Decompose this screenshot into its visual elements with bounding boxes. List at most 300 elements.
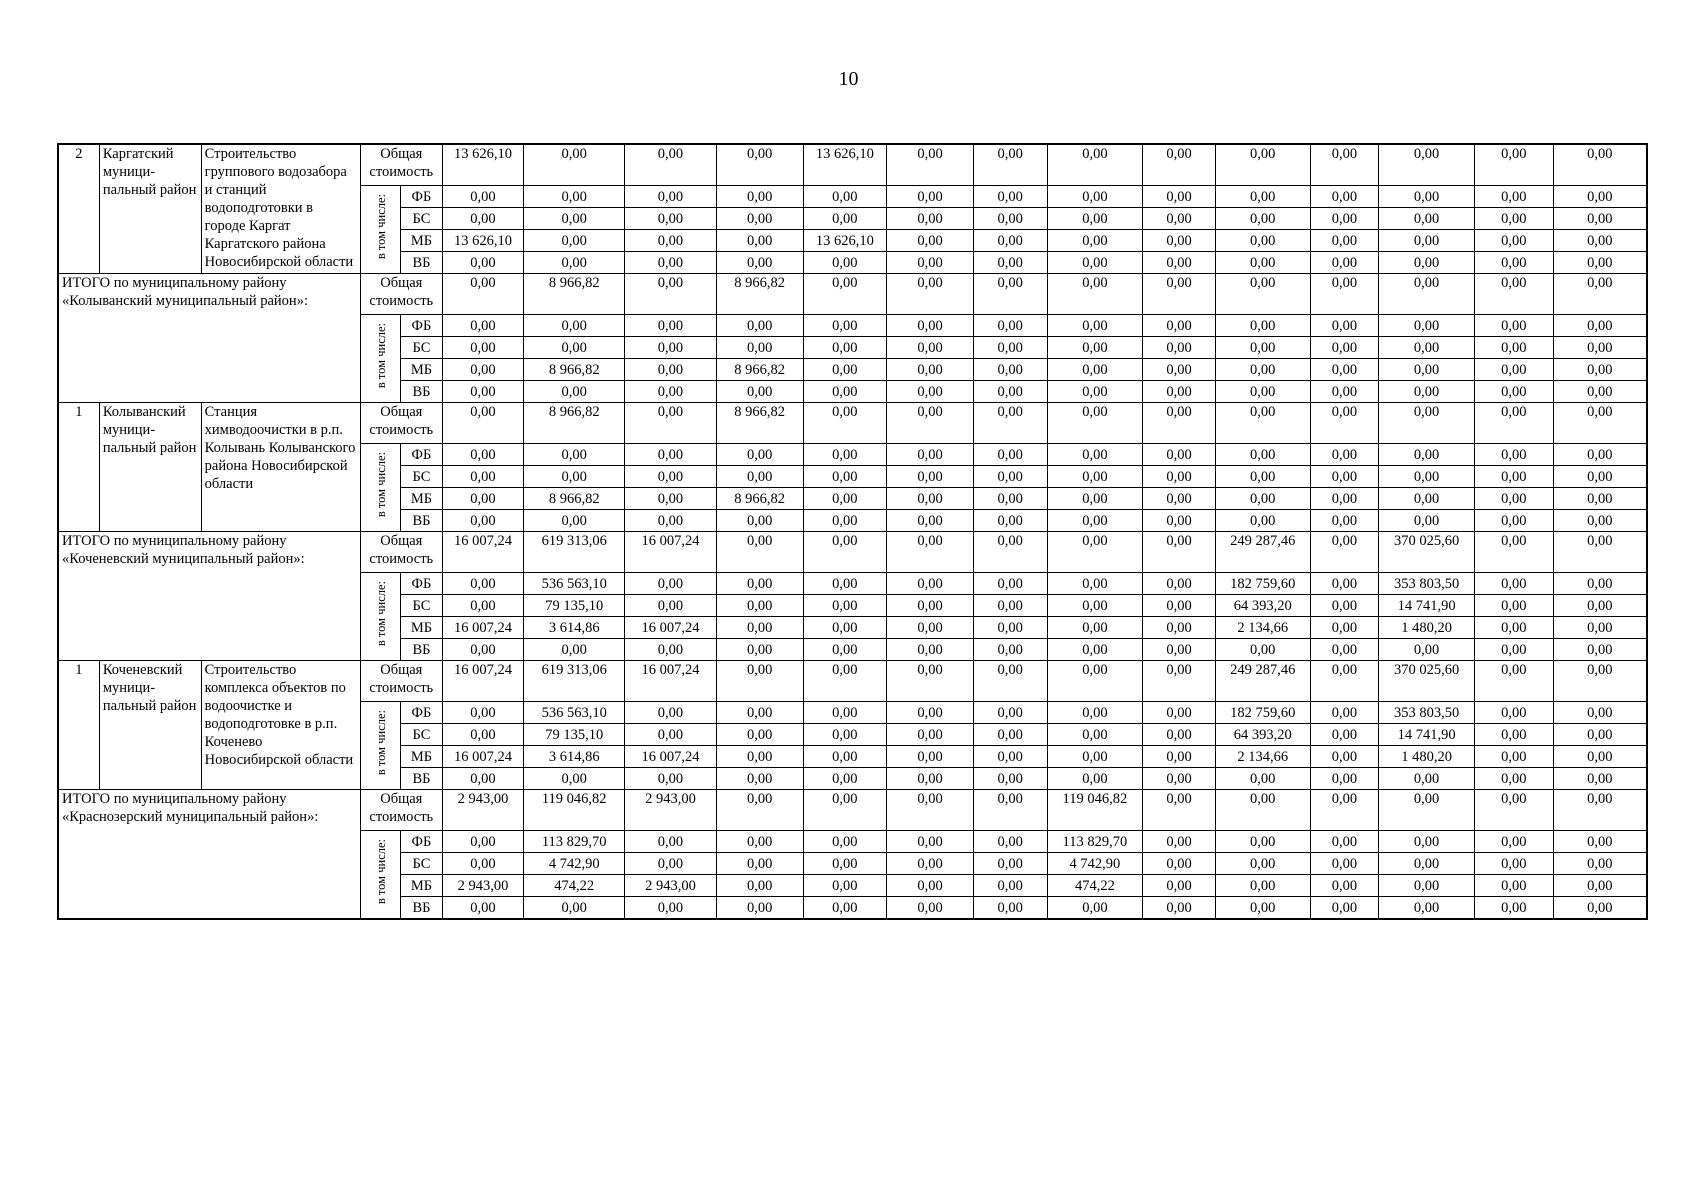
funding-source: ФБ xyxy=(401,315,442,337)
value-cell: 13 626,10 xyxy=(803,230,887,252)
value-cell: 0,00 xyxy=(973,897,1047,920)
value-cell: 0,00 xyxy=(716,790,803,831)
value-cell: 8 966,82 xyxy=(524,359,625,381)
value-cell: 0,00 xyxy=(1474,208,1553,230)
value-cell: 0,00 xyxy=(1215,208,1310,230)
value-cell: 0,00 xyxy=(1310,573,1379,595)
value-cell: 0,00 xyxy=(803,790,887,831)
value-cell: 0,00 xyxy=(442,768,524,790)
value-cell: 0,00 xyxy=(1143,746,1216,768)
value-cell: 0,00 xyxy=(1215,381,1310,403)
value-cell: 0,00 xyxy=(973,639,1047,661)
including-text: в том числе: xyxy=(373,710,388,776)
value-cell: 0,00 xyxy=(803,466,887,488)
value-cell: 0,00 xyxy=(1553,639,1647,661)
including-text: в том числе: xyxy=(373,323,388,389)
including-label xyxy=(360,186,400,274)
value-cell: 0,00 xyxy=(1215,466,1310,488)
value-cell: 0,00 xyxy=(1553,381,1647,403)
funding-source: ВБ xyxy=(401,381,442,403)
value-cell: 0,00 xyxy=(442,510,524,532)
value-cell: 0,00 xyxy=(1047,617,1143,639)
value-cell: 0,00 xyxy=(887,488,974,510)
value-cell: 0,00 xyxy=(1215,252,1310,274)
value-cell: 0,00 xyxy=(442,853,524,875)
value-cell: 0,00 xyxy=(1215,853,1310,875)
value-cell: 0,00 xyxy=(716,337,803,359)
value-cell: 0,00 xyxy=(1474,337,1553,359)
value-cell: 0,00 xyxy=(1047,403,1143,444)
value-cell: 0,00 xyxy=(1047,724,1143,746)
value-cell: 0,00 xyxy=(1553,595,1647,617)
value-cell: 0,00 xyxy=(1143,724,1216,746)
value-cell: 353 803,50 xyxy=(1379,702,1475,724)
value-cell: 353 803,50 xyxy=(1379,573,1475,595)
including-text: в том числе: xyxy=(373,452,388,518)
value-cell: 0,00 xyxy=(1553,746,1647,768)
value-cell: 0,00 xyxy=(716,230,803,252)
value-cell: 0,00 xyxy=(716,252,803,274)
value-cell: 0,00 xyxy=(716,724,803,746)
value-cell: 0,00 xyxy=(803,724,887,746)
value-cell: 0,00 xyxy=(716,186,803,208)
value-cell: 0,00 xyxy=(1379,359,1475,381)
value-cell: 0,00 xyxy=(803,639,887,661)
value-cell: 16 007,24 xyxy=(442,617,524,639)
value-cell: 0,00 xyxy=(524,639,625,661)
including-text: в том числе: xyxy=(373,194,388,260)
value-cell: 0,00 xyxy=(1215,790,1310,831)
value-cell: 0,00 xyxy=(1379,768,1475,790)
value-cell: 182 759,60 xyxy=(1215,573,1310,595)
value-cell: 0,00 xyxy=(1474,831,1553,853)
value-cell: 0,00 xyxy=(1474,617,1553,639)
funding-source: ФБ xyxy=(401,444,442,466)
value-cell: 0,00 xyxy=(803,595,887,617)
including-label xyxy=(360,831,400,920)
total-row xyxy=(58,532,1647,573)
value-cell: 0,00 xyxy=(1310,466,1379,488)
value-cell: 0,00 xyxy=(1379,252,1475,274)
total-cost-label: Общая стоимость xyxy=(360,790,442,831)
value-cell: 0,00 xyxy=(1474,186,1553,208)
value-cell: 0,00 xyxy=(625,510,717,532)
funding-source: БС xyxy=(401,853,442,875)
value-cell: 16 007,24 xyxy=(442,661,524,702)
value-cell: 0,00 xyxy=(1310,230,1379,252)
value-cell: 0,00 xyxy=(887,403,974,444)
value-cell: 0,00 xyxy=(1215,230,1310,252)
value-cell: 0,00 xyxy=(887,875,974,897)
value-cell: 619 313,06 xyxy=(524,661,625,702)
value-cell: 0,00 xyxy=(1379,230,1475,252)
value-cell: 0,00 xyxy=(716,661,803,702)
value-cell: 0,00 xyxy=(1379,337,1475,359)
value-cell: 0,00 xyxy=(973,488,1047,510)
value-cell: 0,00 xyxy=(803,831,887,853)
including-label xyxy=(360,444,400,532)
value-cell: 0,00 xyxy=(716,746,803,768)
value-cell: 0,00 xyxy=(1143,790,1216,831)
value-cell: 0,00 xyxy=(1143,252,1216,274)
value-cell: 0,00 xyxy=(887,595,974,617)
value-cell: 0,00 xyxy=(973,853,1047,875)
value-cell: 0,00 xyxy=(1474,315,1553,337)
total-cost-label: Общая стоимость xyxy=(360,532,442,573)
value-cell: 0,00 xyxy=(1047,359,1143,381)
value-cell: 0,00 xyxy=(1474,639,1553,661)
value-cell: 0,00 xyxy=(973,403,1047,444)
value-cell: 0,00 xyxy=(442,359,524,381)
value-cell: 0,00 xyxy=(1215,768,1310,790)
value-cell: 0,00 xyxy=(1215,337,1310,359)
value-cell: 2 943,00 xyxy=(442,875,524,897)
value-cell: 64 393,20 xyxy=(1215,724,1310,746)
value-cell: 0,00 xyxy=(1215,639,1310,661)
value-cell: 0,00 xyxy=(1143,639,1216,661)
value-cell: 0,00 xyxy=(625,144,717,186)
value-cell: 0,00 xyxy=(1143,702,1216,724)
value-cell: 0,00 xyxy=(973,831,1047,853)
row-index: 1 xyxy=(58,661,99,790)
value-cell: 0,00 xyxy=(1553,444,1647,466)
value-cell: 0,00 xyxy=(1143,230,1216,252)
value-cell: 0,00 xyxy=(1474,488,1553,510)
value-cell: 0,00 xyxy=(973,315,1047,337)
value-cell: 0,00 xyxy=(1310,510,1379,532)
value-cell: 0,00 xyxy=(625,337,717,359)
value-cell: 0,00 xyxy=(716,466,803,488)
value-cell: 0,00 xyxy=(442,702,524,724)
value-cell: 0,00 xyxy=(625,274,717,315)
value-cell: 0,00 xyxy=(1553,897,1647,920)
value-cell: 0,00 xyxy=(973,186,1047,208)
value-cell: 0,00 xyxy=(1379,444,1475,466)
value-cell: 0,00 xyxy=(1310,403,1379,444)
value-cell: 0,00 xyxy=(1379,790,1475,831)
value-cell: 0,00 xyxy=(1553,875,1647,897)
value-cell: 8 966,82 xyxy=(716,403,803,444)
value-cell: 0,00 xyxy=(716,144,803,186)
value-cell: 0,00 xyxy=(1553,208,1647,230)
value-cell: 536 563,10 xyxy=(524,702,625,724)
value-cell: 0,00 xyxy=(887,230,974,252)
value-cell: 0,00 xyxy=(1553,186,1647,208)
value-cell: 0,00 xyxy=(973,144,1047,186)
value-cell: 0,00 xyxy=(1474,381,1553,403)
value-cell: 0,00 xyxy=(1143,186,1216,208)
value-cell: 0,00 xyxy=(973,466,1047,488)
value-cell: 0,00 xyxy=(1553,724,1647,746)
value-cell: 0,00 xyxy=(887,208,974,230)
value-cell: 0,00 xyxy=(1143,466,1216,488)
value-cell: 113 829,70 xyxy=(1047,831,1143,853)
value-cell: 0,00 xyxy=(625,853,717,875)
value-cell: 0,00 xyxy=(625,831,717,853)
value-cell: 0,00 xyxy=(625,208,717,230)
funding-source: ФБ xyxy=(401,186,442,208)
value-cell: 0,00 xyxy=(1474,746,1553,768)
funding-source: МБ xyxy=(401,488,442,510)
value-cell: 0,00 xyxy=(625,186,717,208)
including-text: в том числе: xyxy=(373,581,388,647)
project-name: Строительство комплекса объектов по водоочистке и водоподготовке в р.п. Коченево Новосибирской области xyxy=(201,661,360,790)
value-cell: 0,00 xyxy=(1553,853,1647,875)
value-cell: 0,00 xyxy=(803,746,887,768)
value-cell: 0,00 xyxy=(716,381,803,403)
value-cell: 0,00 xyxy=(1143,444,1216,466)
value-cell: 0,00 xyxy=(442,897,524,920)
value-cell: 16 007,24 xyxy=(442,532,524,573)
funding-source: БС xyxy=(401,208,442,230)
value-cell: 0,00 xyxy=(803,252,887,274)
value-cell: 0,00 xyxy=(1553,359,1647,381)
value-cell: 0,00 xyxy=(803,337,887,359)
value-cell: 0,00 xyxy=(973,359,1047,381)
funding-source: БС xyxy=(401,466,442,488)
value-cell: 0,00 xyxy=(1310,315,1379,337)
value-cell: 474,22 xyxy=(1047,875,1143,897)
project-name: Станция химводоочистки в р.п. Колывань Колыванского района Новосибирской области xyxy=(201,403,360,532)
value-cell: 0,00 xyxy=(973,724,1047,746)
project-name: Строительство группового водозабора и станций водоподготовки в городе Каргат Каргатского района Новосибирской области xyxy=(201,144,360,274)
value-cell: 0,00 xyxy=(1474,875,1553,897)
value-cell: 0,00 xyxy=(1474,274,1553,315)
value-cell: 0,00 xyxy=(1474,853,1553,875)
value-cell: 0,00 xyxy=(1047,144,1143,186)
including-label xyxy=(360,573,400,661)
project-row xyxy=(58,403,1647,444)
value-cell: 0,00 xyxy=(1379,315,1475,337)
value-cell: 0,00 xyxy=(887,510,974,532)
value-cell: 0,00 xyxy=(1379,488,1475,510)
value-cell: 0,00 xyxy=(1553,702,1647,724)
value-cell: 0,00 xyxy=(625,359,717,381)
value-cell: 0,00 xyxy=(1215,144,1310,186)
value-cell: 0,00 xyxy=(524,510,625,532)
value-cell: 0,00 xyxy=(1474,595,1553,617)
value-cell: 0,00 xyxy=(887,444,974,466)
value-cell: 0,00 xyxy=(803,702,887,724)
value-cell: 0,00 xyxy=(524,186,625,208)
value-cell: 0,00 xyxy=(887,252,974,274)
value-cell: 0,00 xyxy=(1047,337,1143,359)
value-cell: 0,00 xyxy=(442,252,524,274)
total-title: ИТОГО по муниципальному району «Коченевский муниципальный район»: xyxy=(58,532,360,661)
value-cell: 0,00 xyxy=(1215,315,1310,337)
value-cell: 0,00 xyxy=(887,831,974,853)
total-row xyxy=(58,274,1647,315)
value-cell: 0,00 xyxy=(1143,381,1216,403)
including-label xyxy=(360,315,400,403)
value-cell: 0,00 xyxy=(1310,768,1379,790)
value-cell: 0,00 xyxy=(1553,617,1647,639)
value-cell: 4 742,90 xyxy=(1047,853,1143,875)
value-cell: 0,00 xyxy=(1474,466,1553,488)
value-cell: 0,00 xyxy=(442,274,524,315)
value-cell: 0,00 xyxy=(1474,573,1553,595)
value-cell: 0,00 xyxy=(1047,381,1143,403)
value-cell: 0,00 xyxy=(887,315,974,337)
value-cell: 0,00 xyxy=(1047,488,1143,510)
value-cell: 0,00 xyxy=(1310,381,1379,403)
value-cell: 0,00 xyxy=(973,702,1047,724)
value-cell: 2 134,66 xyxy=(1215,746,1310,768)
value-cell: 0,00 xyxy=(625,897,717,920)
value-cell: 249 287,46 xyxy=(1215,661,1310,702)
value-cell: 0,00 xyxy=(1474,724,1553,746)
funding-source: МБ xyxy=(401,746,442,768)
value-cell: 0,00 xyxy=(1310,897,1379,920)
value-cell: 0,00 xyxy=(1474,510,1553,532)
value-cell: 0,00 xyxy=(973,617,1047,639)
value-cell: 0,00 xyxy=(442,595,524,617)
funding-source: МБ xyxy=(401,617,442,639)
total-cost-label: Общая стоимость xyxy=(360,274,442,315)
value-cell: 0,00 xyxy=(625,381,717,403)
value-cell: 0,00 xyxy=(887,532,974,573)
value-cell: 0,00 xyxy=(625,315,717,337)
value-cell: 0,00 xyxy=(803,532,887,573)
value-cell: 0,00 xyxy=(973,230,1047,252)
funding-source: БС xyxy=(401,724,442,746)
value-cell: 0,00 xyxy=(803,208,887,230)
funding-source: МБ xyxy=(401,875,442,897)
value-cell: 0,00 xyxy=(1047,595,1143,617)
value-cell: 0,00 xyxy=(1379,831,1475,853)
value-cell: 3 614,86 xyxy=(524,617,625,639)
value-cell: 0,00 xyxy=(625,768,717,790)
value-cell: 0,00 xyxy=(887,573,974,595)
value-cell: 0,00 xyxy=(973,532,1047,573)
value-cell: 370 025,60 xyxy=(1379,532,1475,573)
value-cell: 536 563,10 xyxy=(524,573,625,595)
value-cell: 0,00 xyxy=(887,274,974,315)
value-cell: 0,00 xyxy=(1379,853,1475,875)
value-cell: 0,00 xyxy=(442,315,524,337)
value-cell: 0,00 xyxy=(524,466,625,488)
value-cell: 0,00 xyxy=(716,573,803,595)
value-cell: 0,00 xyxy=(524,315,625,337)
value-cell: 0,00 xyxy=(1310,488,1379,510)
value-cell: 0,00 xyxy=(1310,444,1379,466)
value-cell: 0,00 xyxy=(1047,661,1143,702)
value-cell: 0,00 xyxy=(1310,274,1379,315)
value-cell: 0,00 xyxy=(973,875,1047,897)
value-cell: 8 966,82 xyxy=(716,274,803,315)
funding-source: ВБ xyxy=(401,510,442,532)
value-cell: 0,00 xyxy=(1379,639,1475,661)
value-cell: 0,00 xyxy=(1310,532,1379,573)
value-cell: 0,00 xyxy=(524,444,625,466)
value-cell: 0,00 xyxy=(803,186,887,208)
value-cell: 8 966,82 xyxy=(524,403,625,444)
value-cell: 0,00 xyxy=(1143,573,1216,595)
value-cell: 0,00 xyxy=(1143,315,1216,337)
value-cell: 0,00 xyxy=(1553,831,1647,853)
value-cell: 0,00 xyxy=(524,381,625,403)
value-cell: 0,00 xyxy=(524,252,625,274)
funding-source: МБ xyxy=(401,359,442,381)
value-cell: 0,00 xyxy=(1310,208,1379,230)
value-cell: 0,00 xyxy=(1310,359,1379,381)
value-cell: 0,00 xyxy=(442,208,524,230)
value-cell: 0,00 xyxy=(716,897,803,920)
value-cell: 0,00 xyxy=(1310,252,1379,274)
funding-source: ВБ xyxy=(401,768,442,790)
value-cell: 0,00 xyxy=(524,208,625,230)
value-cell: 13 626,10 xyxy=(442,230,524,252)
value-cell: 0,00 xyxy=(887,144,974,186)
value-cell: 0,00 xyxy=(1474,359,1553,381)
value-cell: 16 007,24 xyxy=(625,617,717,639)
value-cell: 0,00 xyxy=(1474,444,1553,466)
value-cell: 0,00 xyxy=(1474,897,1553,920)
value-cell: 0,00 xyxy=(1310,790,1379,831)
value-cell: 2 943,00 xyxy=(625,790,717,831)
value-cell: 0,00 xyxy=(803,315,887,337)
value-cell: 0,00 xyxy=(1474,702,1553,724)
value-cell: 0,00 xyxy=(973,208,1047,230)
value-cell: 0,00 xyxy=(716,617,803,639)
funding-source: ФБ xyxy=(401,831,442,853)
value-cell: 0,00 xyxy=(803,768,887,790)
value-cell: 0,00 xyxy=(1553,403,1647,444)
municipality-name: Каргатский муници-пальный район xyxy=(99,144,201,274)
value-cell: 0,00 xyxy=(1047,897,1143,920)
value-cell: 0,00 xyxy=(887,768,974,790)
value-cell: 14 741,90 xyxy=(1379,724,1475,746)
value-cell: 0,00 xyxy=(1310,702,1379,724)
total-cost-label: Общая стоимость xyxy=(360,403,442,444)
value-cell: 79 135,10 xyxy=(524,724,625,746)
value-cell: 0,00 xyxy=(1047,510,1143,532)
value-cell: 0,00 xyxy=(1143,853,1216,875)
value-cell: 0,00 xyxy=(973,746,1047,768)
funding-source: БС xyxy=(401,595,442,617)
value-cell: 13 626,10 xyxy=(442,144,524,186)
page-number: 10 xyxy=(838,68,859,90)
value-cell: 0,00 xyxy=(887,661,974,702)
value-cell: 0,00 xyxy=(1379,208,1475,230)
value-cell: 0,00 xyxy=(625,444,717,466)
value-cell: 119 046,82 xyxy=(1047,790,1143,831)
value-cell: 0,00 xyxy=(442,466,524,488)
value-cell: 0,00 xyxy=(1553,661,1647,702)
value-cell: 0,00 xyxy=(1047,252,1143,274)
value-cell: 0,00 xyxy=(1553,230,1647,252)
value-cell: 0,00 xyxy=(803,661,887,702)
total-cost-label: Общая стоимость xyxy=(360,661,442,702)
value-cell: 0,00 xyxy=(1047,768,1143,790)
value-cell: 0,00 xyxy=(625,403,717,444)
value-cell: 0,00 xyxy=(887,897,974,920)
value-cell: 0,00 xyxy=(887,702,974,724)
value-cell: 0,00 xyxy=(1553,315,1647,337)
value-cell: 0,00 xyxy=(803,510,887,532)
value-cell: 0,00 xyxy=(524,897,625,920)
value-cell: 0,00 xyxy=(716,510,803,532)
value-cell: 0,00 xyxy=(1553,274,1647,315)
value-cell: 0,00 xyxy=(1310,724,1379,746)
value-cell: 0,00 xyxy=(625,639,717,661)
project-row xyxy=(58,144,1647,186)
municipality-name: Коченевский муници-пальный район xyxy=(99,661,201,790)
value-cell: 0,00 xyxy=(1047,466,1143,488)
value-cell: 0,00 xyxy=(1047,315,1143,337)
value-cell: 0,00 xyxy=(1047,186,1143,208)
value-cell: 0,00 xyxy=(524,768,625,790)
